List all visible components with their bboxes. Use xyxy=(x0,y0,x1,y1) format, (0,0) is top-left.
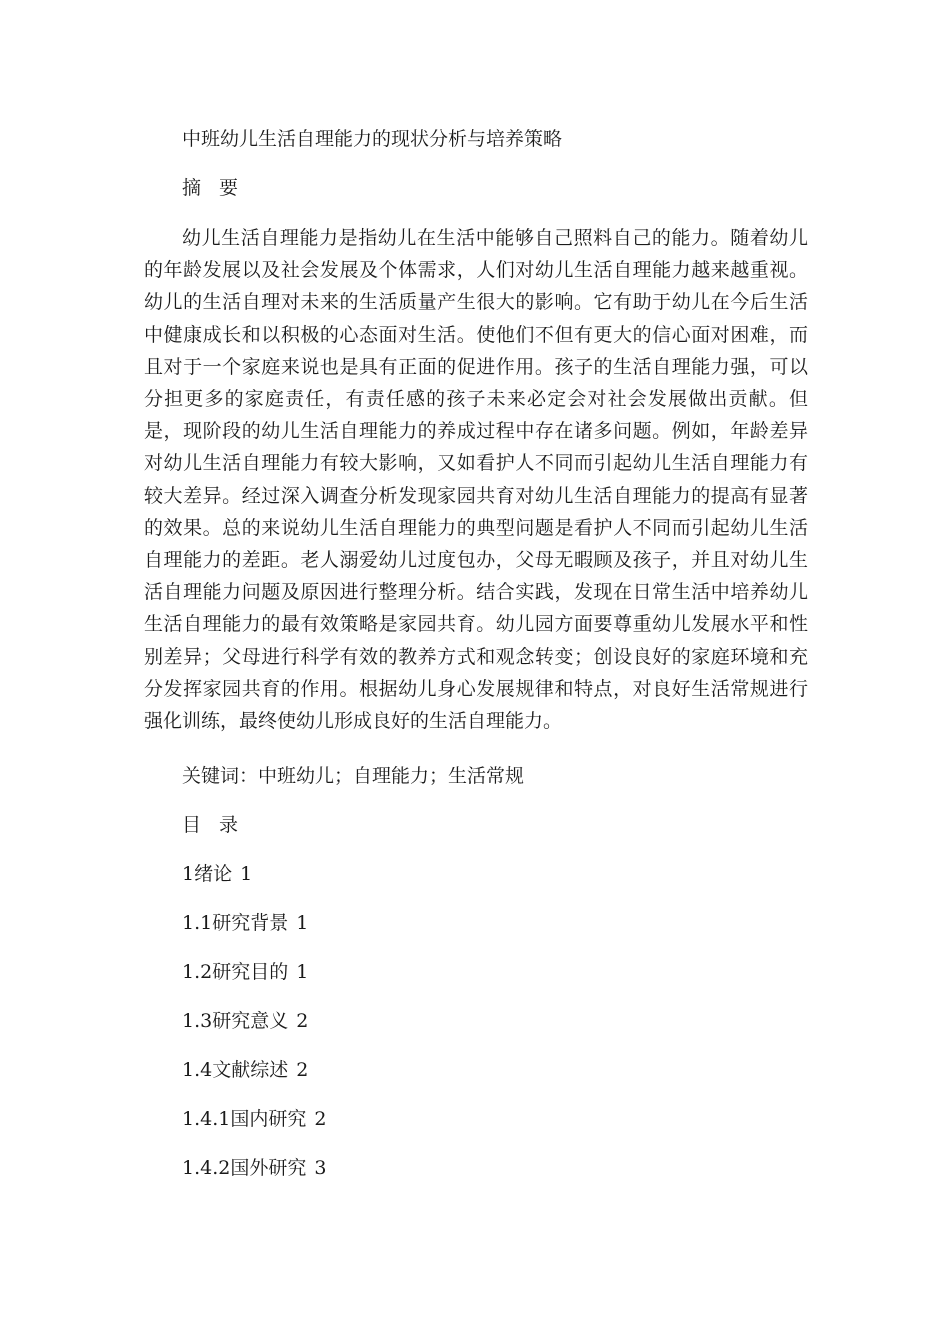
toc-entry[interactable] xyxy=(182,1007,326,1056)
toc-entry-page: 1 xyxy=(296,912,309,934)
toc-entry-number: 1.4 xyxy=(182,1059,213,1081)
abstract-body: 幼儿生活自理能力是指幼儿在生活中能够自己照料自己的能力。随着幼儿的年龄发展以及社会发展及个体需求，人们对幼儿生活自理能力越来越重视。幼儿的生活自理对未来的生活质量产生很大的影响。它有助于幼儿在今后生活中健康成长和以积极的心态面对生活。使他们不但有更大的信心面对困难，而且对于一个家庭来说也是具有正面的促进作用。孩子的生活自理能力强，可以分担更多的家庭责任，有责任感的孩子未来必定会对社会发展做出贡献。但是，现阶段的幼儿生活自理能力的养成过程中存在诸多问题。例如，年龄差异对幼儿生活自理能力有较大影响，又如看护人不同而引起幼儿生活自理能力有较大差异。经过深入调查分析发现家园共育对幼儿生活自理能力的提高有显著的效果。总的来说幼儿生活自理能力的典型问题是看护人不同而引起幼儿生活自理能力的差距。老人溺爱幼儿过度包办，父母无暇顾及孩子，并且对幼儿生活自理能力问题及原因进行整理分析。结合实践，发现在日常生活中培养幼儿生活自理能力的最有效策略是家园共育。幼儿园方面要尊重幼儿发展水平和性别差异；父母进行科学有效的教养方式和观念转变；创设良好的家庭环境和充分发挥家园共育的作用。根据幼儿身心发展规律和特点，对良好生活常规进行强化训练，最终使幼儿形成良好的生活自理能力。 xyxy=(144,227,808,733)
toc-entry-page: 1 xyxy=(296,961,309,983)
document-title: 中班幼儿生活自理能力的现状分析与培养策略 xyxy=(182,128,563,150)
toc-entry[interactable] xyxy=(182,958,326,1007)
toc-entry-page: 2 xyxy=(296,1059,309,1081)
keywords-line: 关键词：中班幼儿；自理能力；生活常规 xyxy=(182,765,525,787)
toc-entry[interactable] xyxy=(182,860,326,909)
toc-entry-number: 1.3 xyxy=(182,1010,213,1032)
toc-entry-page: 3 xyxy=(314,1157,327,1179)
toc-entry-page: 2 xyxy=(314,1108,327,1130)
toc-entry-number: 1.4.1 xyxy=(182,1108,231,1130)
toc-entry-title: 研究背景 xyxy=(212,912,289,934)
toc-entry-title: 文献综述 xyxy=(212,1059,289,1081)
abstract-heading: 摘 要 xyxy=(182,177,245,199)
toc-entry-page: 1 xyxy=(240,863,253,885)
toc-entry-title: 研究意义 xyxy=(212,1010,289,1032)
toc-entry-number: 1.4.2 xyxy=(182,1157,231,1179)
toc-entry[interactable] xyxy=(182,909,326,958)
table-of-contents xyxy=(182,860,326,1203)
toc-heading: 目 录 xyxy=(182,814,245,836)
toc-entry-page: 2 xyxy=(296,1010,309,1032)
toc-entry[interactable] xyxy=(182,1056,326,1105)
toc-entry-title: 研究目的 xyxy=(212,961,289,983)
toc-entry-number: 1.1 xyxy=(182,912,213,934)
toc-entry-title: 绪论 xyxy=(194,863,233,885)
toc-entry-title: 国外研究 xyxy=(230,1157,307,1179)
toc-entry-title: 国内研究 xyxy=(230,1108,307,1130)
toc-entry-number: 1 xyxy=(182,863,195,885)
toc-entry[interactable] xyxy=(182,1154,326,1203)
toc-entry[interactable] xyxy=(182,1105,326,1154)
toc-entry-number: 1.2 xyxy=(182,961,213,983)
